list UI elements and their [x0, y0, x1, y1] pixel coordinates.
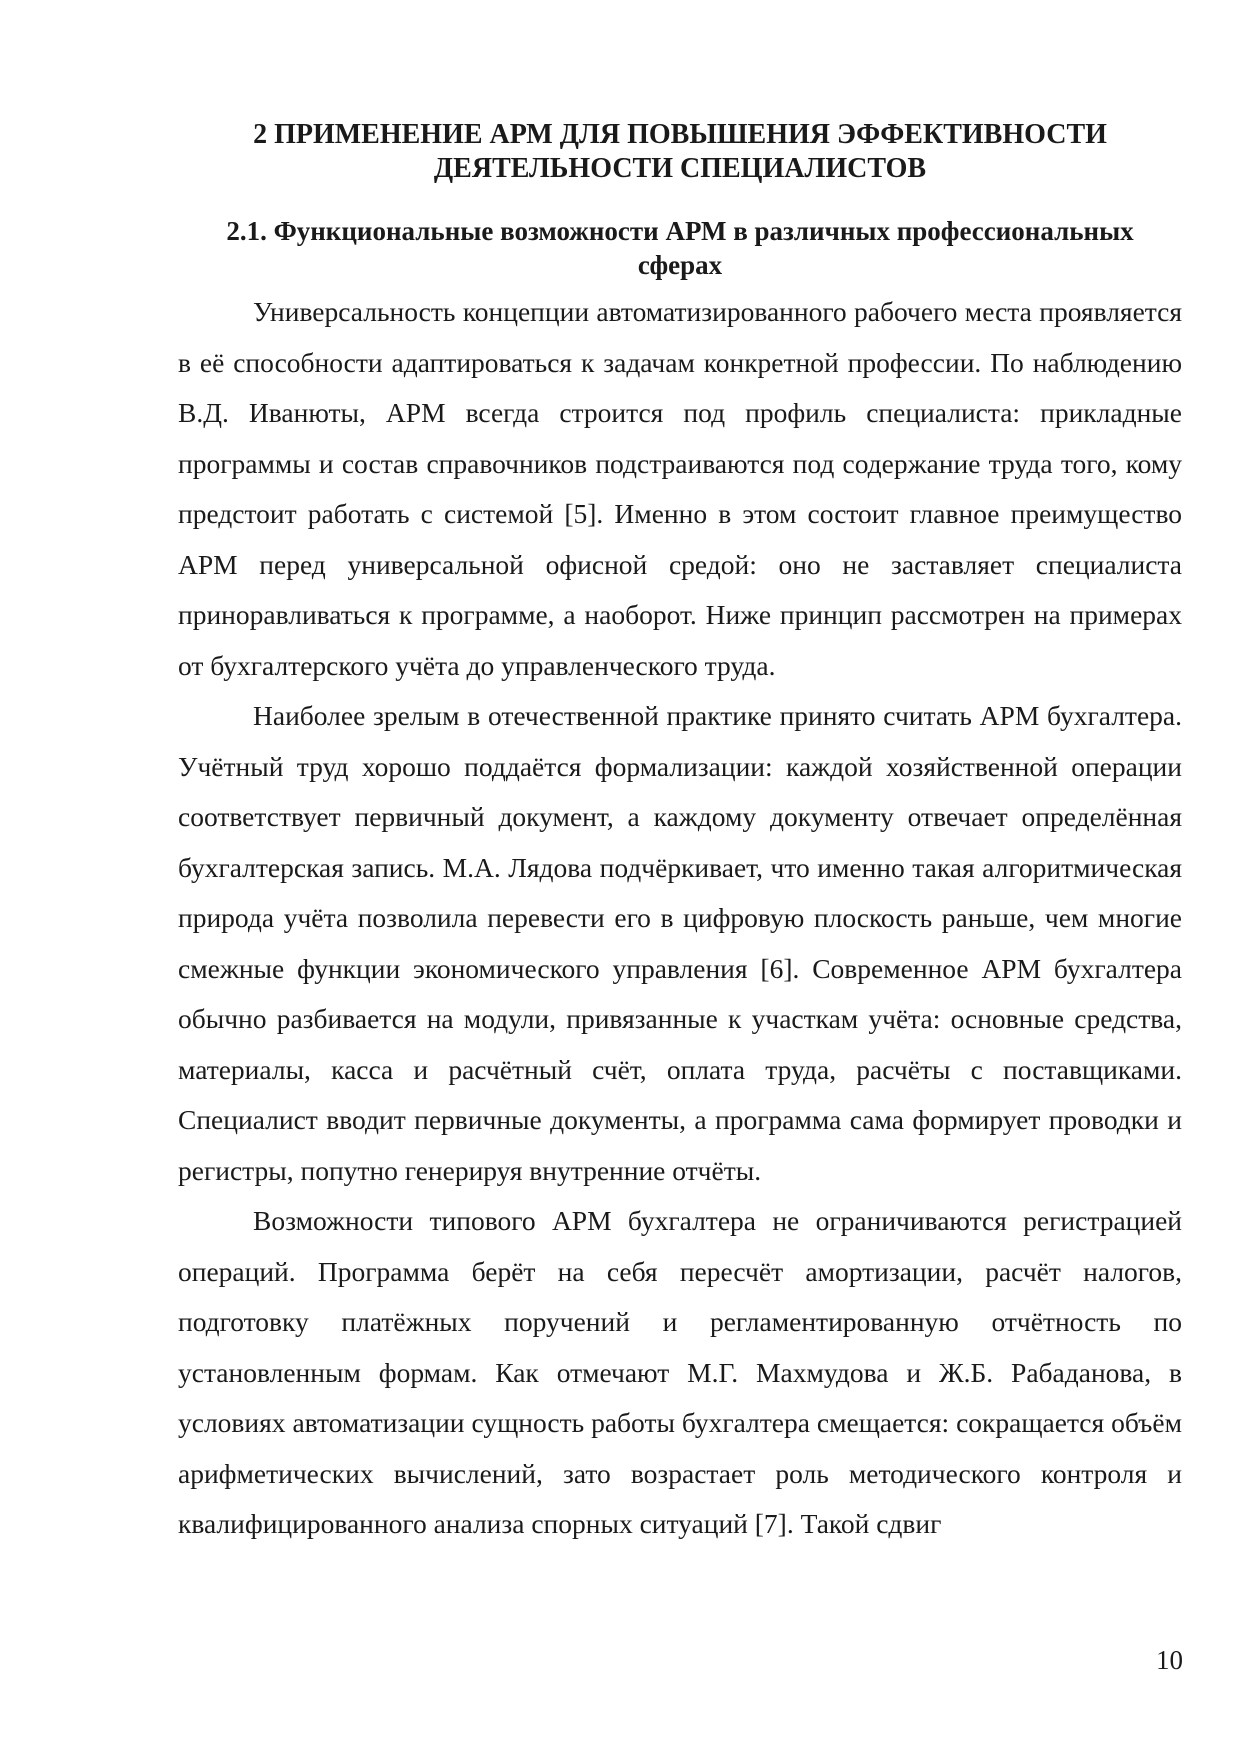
chapter-title-line-1: 2 ПРИМЕНЕНИЕ АРМ ДЛЯ ПОВЫШЕНИЯ ЭФФЕКТИВНОСТИ: [253, 119, 1107, 150]
chapter-title-line-2: ДЕЯТЕЛЬНОСТИ СПЕЦИАЛИСТОВ: [433, 153, 927, 184]
chapter-title: [178, 118, 1182, 186]
section-title: [178, 214, 1182, 282]
paragraph-2: Наиболее зрелым в отечественной практике принято считать АРМ бухгалтера. Учётный труд хорошо поддаётся формализации: каждой хозяйственной операции соответствует первичный документ, а каждому документу отвечает определённая бухгалтерская запись. М.А. Лядова подчёркивает, что именно такая алгоритмическая природа учёта позволила перевести его в цифровую плоскость раньше, чем многие смежные функции экономического управления [6]. Современное АРМ бухгалтера обычно разбивается на модули, привязанные к участкам учёта: основные средства, материалы, касса и расчётный счёт, оплата труда, расчёты с поставщиками. Специалист вводит первичные документы, а программа сама формирует проводки и регистры, попутно генерируя внутренние отчёты.: [178, 700, 1182, 1186]
section-title-line-2: сферах: [637, 250, 723, 280]
paragraph-1: Универсальность концепции автоматизированного рабочего места проявляется в её способности адаптироваться к задачам конкретной профессии. По наблюдению В.Д. Иванюты, АРМ всегда строится под профиль специалиста: прикладные программы и состав справочников подстраиваются под содержание труда того, кому предстоит работать с системой [5]. Именно в этом состоит главное преимущество АРМ перед универсальной офисной средой: оно не заставляет специалиста приноравливаться к программе, а наоборот. Ниже принцип рассмотрен на примерах от бухгалтерского учёта до управленческого труда.: [178, 296, 1182, 681]
page-number: 10: [1156, 1645, 1183, 1675]
section-title-line-1: 2.1. Функциональные возможности АРМ в различных профессиональных: [226, 216, 1134, 246]
document-page: [178, 118, 1182, 1550]
paragraph-3: Возможности типового АРМ бухгалтера не ограничиваются регистрацией операций. Программа берёт на себя пересчёт амортизации, расчёт налогов, подготовку платёжных поручений и регламентированную отчётность по установленным формам. Как отмечают М.Г. Махмудова и Ж.Б. Рабаданова, в условиях автоматизации сущность работы бухгалтера смещается: сокращается объём арифметических вычислений, зато возрастает роль методического контроля и квалифицированного анализа спорных ситуаций [7]. Такой сдвиг: [178, 1205, 1182, 1539]
